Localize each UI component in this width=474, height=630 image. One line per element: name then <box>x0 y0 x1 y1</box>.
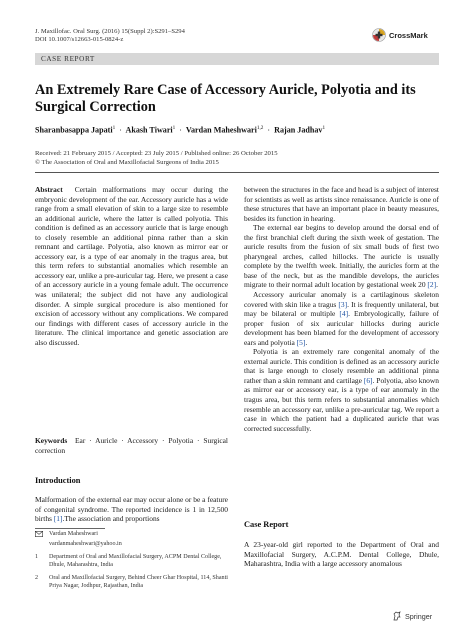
paragraph: Polyotia is an extremely rare congenital anomaly of the external auricle. This condition is defined as an accessory auricle that is large enough to closely resemble an additional pinna rather than a skin remnant and cartilage [6]. Polyotia, also known as mirror ear or accessory ear, is a type of ear anomaly in the tragus area, but this term refers to substantial anomalies which resemble an accessory ear, unlike a pre-auricular tag. We report a case in which the patient had a duplicated auricle that was corrected successfully. <box>244 347 439 433</box>
citation-link[interactable]: [4] <box>339 309 349 319</box>
envelope-icon <box>35 531 49 541</box>
keywords-label: Keywords <box>35 436 68 445</box>
citation-link[interactable]: [5] <box>296 337 306 347</box>
affiliation-1 <box>35 554 228 569</box>
paragraph: between the structures in the face and head is a subject of interest for scientists as well as artists since renaissance. Auricle is one of these structures that have an important place in beauty measures, besides its function in hearing. <box>244 185 439 223</box>
citation-link[interactable]: [6] <box>363 375 373 385</box>
crossmark-label: CrossMark <box>389 30 428 40</box>
footnotes <box>35 531 228 591</box>
paragraph: Accessory auricular anomaly is a cartilaginous skeleton covered with skin like a tragus [3]. It is frequently unilateral, but may be bilateral or multiple [4]. Embryologically, failure of proper fusion of six auricular hillocks during auricle development has been blamed for the development of accessory ears and polyotia [5]. <box>244 290 440 347</box>
affiliation-2 <box>35 575 228 590</box>
abstract <box>35 185 228 347</box>
author-affiliation-mark: 1 <box>112 125 116 131</box>
case-report-heading: Case Report <box>244 520 289 529</box>
case-report-text <box>244 540 439 569</box>
article-type-label: CASE REPORT <box>41 54 95 63</box>
article-title: An Extremely Rare Case of Accessory Auricle, Polyotia and its Surgical Correction <box>35 82 416 115</box>
affiliation-mark: 2 <box>35 575 39 582</box>
publisher-logo <box>392 611 432 621</box>
crossmark-icon <box>372 28 386 42</box>
copyright-line: © The Association of Oral and Maxillofacial Surgeons of India 2015 <box>35 158 219 166</box>
author-name[interactable]: Vardan Maheshwari <box>185 125 257 135</box>
abstract-label: Abstract <box>35 185 63 194</box>
author-name[interactable]: Akash Tiwari <box>125 125 173 135</box>
corresponding-author-email[interactable]: vardanmaheshwari@yahoo.in <box>49 540 122 547</box>
keywords <box>35 436 228 455</box>
crossmark-badge[interactable] <box>372 28 428 42</box>
corresponding-author <box>35 531 228 541</box>
author-name[interactable]: Sharanbasappa Japati <box>35 125 113 135</box>
journal-line: J. Maxillofac. Oral Surg. (2016) 15(Suppl 2):S291–S294 <box>35 28 185 35</box>
author-affiliation-mark: 1 <box>172 125 176 131</box>
author-affiliation-mark: 1 <box>322 125 326 131</box>
author-list <box>35 125 439 135</box>
springer-horse-icon <box>392 611 402 621</box>
introduction-heading: Introduction <box>35 476 81 485</box>
doi-line: DOI 10.1007/s12663-015-0824-z <box>35 36 124 43</box>
abstract-text: Certain malformations may occur during the embryonic development of the ear. Accessory auricle has a wide range from a small elevation of skin to a large size to resemble an additional auricle, where the latter is called polyotia. This condition is defined as an accessory auricle that is large enough to closely resemble an additional pinna rather than a skin remnant and cartilage. Polyotia, also known as mirror ear or accessory ear, is a type of ear anomaly in the tragus area, but this term refers to substantial anomalies which resemble an accessory ear, unlike a pre-auricular tag. Here, we present a case of an accessory auricle in a young female adult. The occurrence was unilateral; the subject did not have any audiological disorder. A simple surgical procedure is also mentioned for excision of accessory without any complications. We compared our findings with different cases of accessory auricle in the literature. The clinical importance and genetic association are also discussed. <box>35 185 228 347</box>
affiliation-mark: 1 <box>35 554 39 561</box>
introduction-text <box>35 495 228 524</box>
affiliation-text: Oral and Maxillofacial Surgery, Behind Cheer Ghar Hospital, 114, Shanti Priya Nagar, Jodhpur, Rajasthan, India <box>49 575 228 589</box>
author-name[interactable]: Rajan Jadhav <box>274 125 323 135</box>
keywords-text: Ear · Auricle · Accessory · Polyotia · Surgical correction <box>35 436 228 455</box>
author-separator: · <box>119 125 122 135</box>
author-separator: · <box>179 125 182 135</box>
intro-text-2: .The association and proportions <box>62 514 160 524</box>
citation-link[interactable]: [2] <box>427 280 437 290</box>
publication-dates <box>35 150 439 167</box>
citation-link[interactable]: [3] <box>338 299 348 309</box>
corresponding-author-name: Vardan Maheshwari <box>49 531 98 537</box>
header-divider <box>35 172 439 173</box>
publisher-name: Springer <box>405 611 433 621</box>
paragraph: A 23-year-old girl reported to the Department of Oral and Maxillofacial Surgery, A.C.P.M. Dental College, Dhule, Maharashtra, India with a large accessory anomalous <box>244 540 439 569</box>
introduction-continued <box>244 185 439 433</box>
dates-line: Received: 21 February 2015 / Accepted: 23 July 2015 / Published online: 26 October 2015 <box>35 150 278 157</box>
citation-link[interactable]: [1] <box>53 514 63 524</box>
intro-text-1: Malformation of the external ear may occur alone or be a feature of congenital syndrome. The reported incidence is 1 in 12,500 births <box>35 495 228 524</box>
author-separator: · <box>267 125 271 135</box>
author-affiliation-mark: 1,2 <box>256 125 264 131</box>
journal-citation <box>35 28 185 44</box>
article-type-bar <box>35 53 439 65</box>
paragraph: The external ear begins to develop around the dorsal end of the first branchial cleft during the sixth week of gestation. The auricle results from the fusion of six small buds of first two pharyngeal arches, called hillocks. The auricle is usually complete by the twelfth week. Initially, the auricles form at the base of the neck, but as the mandible develops, the auricles migrate to their normal adult location by gestational week 20 [2]. <box>244 223 439 290</box>
footnote-divider <box>35 528 105 529</box>
affiliation-text: Department of Oral and Maxillofacial Surgery, ACPM Dental College, Dhule, Maharashtra, India <box>49 554 222 568</box>
